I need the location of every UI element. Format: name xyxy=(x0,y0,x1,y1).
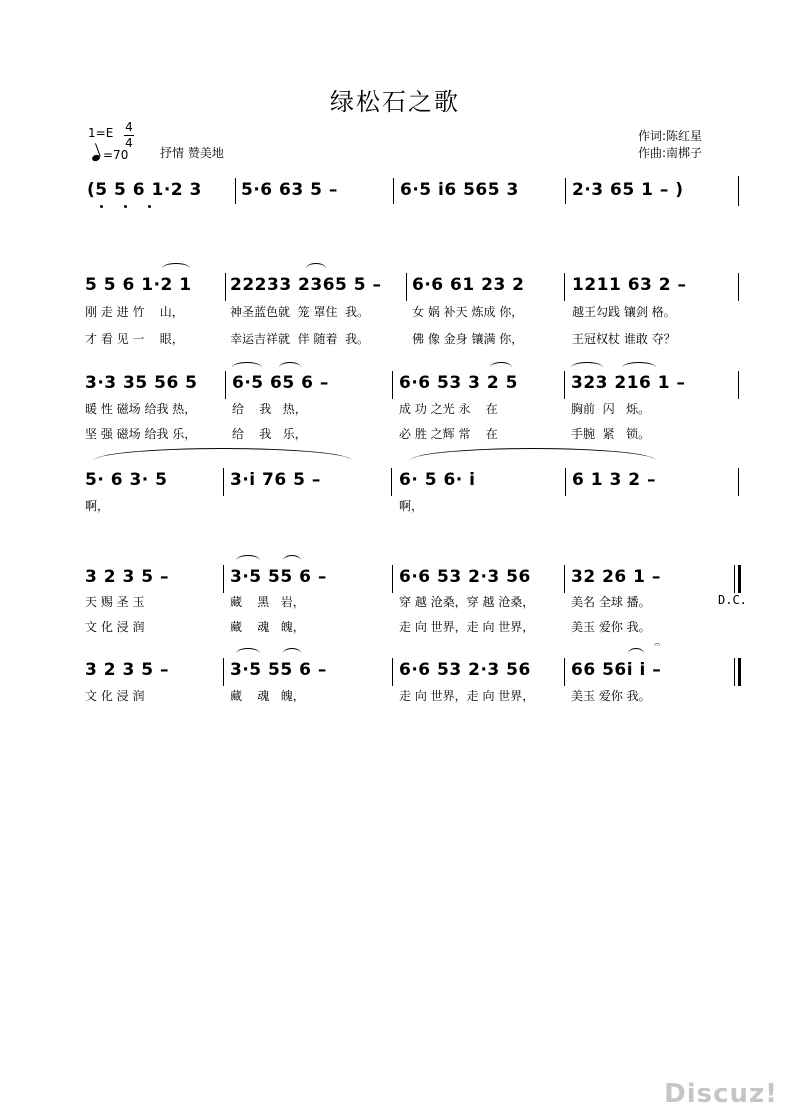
lyric: 手腕 紧 锁。 xyxy=(571,427,651,441)
measure: 3 2 3 5 – xyxy=(85,567,169,587)
time-sig-bottom: 4 xyxy=(125,136,133,150)
time-signature xyxy=(123,120,135,151)
lyric: 刚 走 进 竹 山， xyxy=(85,305,184,319)
lyric: 给 我 乐， xyxy=(232,427,307,441)
lyric: 必 胜 之辉 常 在 xyxy=(399,427,498,441)
measure: 3·3 35 56 5 xyxy=(85,373,198,393)
lyric: 王冠权杖 谁敢 夺？ xyxy=(572,332,676,346)
tempo-marking xyxy=(92,148,128,162)
lyric: 幸运吉祥就 伴 随着 我。 xyxy=(230,332,370,346)
da-capo-marking: D.C. xyxy=(718,593,747,607)
fermata-icon: 𝄐 xyxy=(654,638,661,651)
measure: 6·6 53 2·3 56 xyxy=(399,567,531,587)
lyric: 文 化 浸 润 xyxy=(85,689,145,703)
measure: 6 1 3 2 – xyxy=(572,470,656,490)
measure: (5 5 6 1·2 3 xyxy=(87,180,202,200)
lyric: 藏 魂 魄， xyxy=(230,620,305,634)
credits xyxy=(638,128,702,162)
measure: 323 216 1 – xyxy=(571,373,686,393)
measure: 5· 6 3· 5 xyxy=(85,470,168,490)
measure: 66 56i i – xyxy=(571,660,662,680)
lyric: 穿 越 沧桑，穿 越 沧桑， xyxy=(399,595,535,609)
lyric: 走 向 世界，走 向 世界， xyxy=(399,620,535,634)
lyric: 天 赐 圣 玉 xyxy=(85,595,145,609)
measure: 1211 63 2 – xyxy=(572,275,687,295)
measure: 3·5 55 6 – xyxy=(230,567,327,587)
measure: 6· 5 6· i xyxy=(399,470,476,490)
time-sig-top: 4 xyxy=(125,120,133,134)
lyric: 给 我 热， xyxy=(232,402,307,416)
lyric: 啊， xyxy=(399,499,424,513)
measure: 2·3 65 1 – ) xyxy=(572,180,684,200)
measure: 3·i 76 5 – xyxy=(230,470,321,490)
measure: 22233 2365 5 – xyxy=(230,275,382,295)
measure: 6·6 61 23 2 xyxy=(412,275,525,295)
measure: 6·6 53 2·3 56 xyxy=(399,660,531,680)
measure: 5·6 63 5 – xyxy=(241,180,338,200)
lyric: 成 功 之光 永 在 xyxy=(399,402,498,416)
lyric: 美玉 爱你 我。 xyxy=(571,620,651,634)
song-title: 绿松石之歌 xyxy=(330,88,460,116)
lyric: 藏 黑 岩， xyxy=(230,595,305,609)
watermark-logo: Discuz! xyxy=(664,1079,778,1109)
measure: 6·6 53 3 2 5 xyxy=(399,373,518,393)
lyric: 才 看 见 一 眼， xyxy=(85,332,184,346)
lyric: 越王勾践 镶剑 格。 xyxy=(572,305,676,319)
measure: 6·5 65 6 – xyxy=(232,373,329,393)
composer: 作曲:南梆子 xyxy=(638,146,703,160)
lyric: 佛 像 金身 镶满 你， xyxy=(412,332,524,346)
lyric: 藏 魂 魄， xyxy=(230,689,305,703)
lyric: 女 娲 补天 炼成 你， xyxy=(412,305,524,319)
tempo-value: =70 xyxy=(103,148,129,162)
lyric: 坚 强 磁场 给我 乐， xyxy=(85,427,197,441)
measure: 6·5 i6 565 3 xyxy=(400,180,519,200)
lyric: 胸前 闪 烁。 xyxy=(571,402,651,416)
lyric: 神圣蓝色就 笼 罩住 我。 xyxy=(230,305,370,319)
key-signature: 1=E xyxy=(88,126,114,140)
lyric: 暖 性 磁场 给我 热， xyxy=(85,402,197,416)
measure: 5 5 6 1·2 1 xyxy=(85,275,192,295)
measure: 3 2 3 5 – xyxy=(85,660,169,680)
lyric: 美名 全球 播。 xyxy=(571,595,651,609)
measure: 3·5 55 6 – xyxy=(230,660,327,680)
lyric: 走 向 世界，走 向 世界， xyxy=(399,689,535,703)
quarter-note-icon xyxy=(91,154,101,162)
lyric: 啊， xyxy=(85,499,110,513)
lyricist: 作词:陈红星 xyxy=(638,129,703,143)
lyric: 美玉 爱你 我。 xyxy=(571,689,651,703)
measure: 32 26 1 – xyxy=(571,567,661,587)
expression-marking: 抒情 赞美地 xyxy=(160,146,224,160)
lyric: 文 化 浸 润 xyxy=(85,620,145,634)
